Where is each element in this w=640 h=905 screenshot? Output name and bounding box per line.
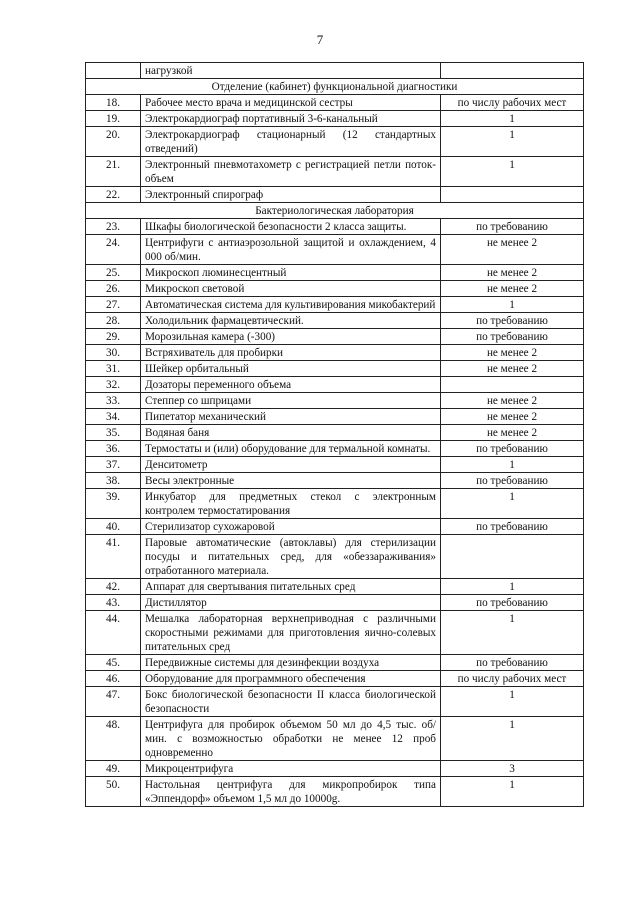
item-name: Оборудование для программного обеспечения	[141, 671, 441, 687]
table-row	[86, 63, 584, 79]
table-row	[86, 157, 584, 187]
item-quantity: по требованию	[441, 473, 584, 489]
item-name: Термостаты и (или) оборудование для термальной комнаты.	[141, 441, 441, 457]
item-quantity: по требованию	[441, 219, 584, 235]
item-quantity: по требованию	[441, 655, 584, 671]
item-number: 28.	[86, 313, 141, 329]
table-row	[86, 777, 584, 807]
table-row	[86, 535, 584, 579]
table-row	[86, 313, 584, 329]
table-row	[86, 425, 584, 441]
item-quantity: по требованию	[441, 441, 584, 457]
item-quantity: 1	[441, 579, 584, 595]
table-row	[86, 281, 584, 297]
table-row	[86, 579, 584, 595]
table-row	[86, 457, 584, 473]
table-row	[86, 761, 584, 777]
table-row	[86, 441, 584, 457]
item-name: Электронный пневмотахометр с регистрацией петли поток-объем	[141, 157, 441, 187]
item-quantity: не менее 2	[441, 345, 584, 361]
item-number: 24.	[86, 235, 141, 265]
item-number: 27.	[86, 297, 141, 313]
item-name: Аппарат для свертывания питательных сред	[141, 579, 441, 595]
page-number: 7	[316, 32, 324, 47]
item-quantity: 3	[441, 761, 584, 777]
item-number: 33.	[86, 393, 141, 409]
item-quantity: 1	[441, 717, 584, 761]
table-row	[86, 489, 584, 519]
table-row	[86, 393, 584, 409]
item-quantity: по требованию	[441, 595, 584, 611]
item-quantity: 1	[441, 127, 584, 157]
item-number: 39.	[86, 489, 141, 519]
item-number: 44.	[86, 611, 141, 655]
item-quantity: 1	[441, 611, 584, 655]
table-row	[86, 473, 584, 489]
table-row	[86, 361, 584, 377]
item-number: 19.	[86, 111, 141, 127]
table-row	[86, 377, 584, 393]
item-number: 31.	[86, 361, 141, 377]
item-name: Шейкер орбитальный	[141, 361, 441, 377]
item-name: Рабочее место врача и медицинской сестры	[141, 95, 441, 111]
item-number: 25.	[86, 265, 141, 281]
item-number: 46.	[86, 671, 141, 687]
equipment-table	[85, 62, 584, 807]
item-number: 37.	[86, 457, 141, 473]
table-row	[86, 329, 584, 345]
item-quantity	[441, 187, 584, 203]
item-quantity: по требованию	[441, 313, 584, 329]
item-number: 29.	[86, 329, 141, 345]
item-quantity: 1	[441, 297, 584, 313]
item-quantity: 1	[441, 157, 584, 187]
item-name: Микроскоп люминесцентный	[141, 265, 441, 281]
item-number: 45.	[86, 655, 141, 671]
item-name: Встряхиватель для пробирки	[141, 345, 441, 361]
item-quantity: не менее 2	[441, 361, 584, 377]
item-quantity: 1	[441, 777, 584, 807]
item-quantity	[441, 535, 584, 579]
table-row	[86, 595, 584, 611]
item-name: нагрузкой	[141, 63, 441, 79]
item-quantity: не менее 2	[441, 265, 584, 281]
item-name: Микроцентрифуга	[141, 761, 441, 777]
item-number: 47.	[86, 687, 141, 717]
table-row	[86, 717, 584, 761]
table-row	[86, 111, 584, 127]
table-row	[86, 671, 584, 687]
item-quantity: по числу рабочих мест	[441, 95, 584, 111]
item-name: Автоматическая система для культивирования микобактерий	[141, 297, 441, 313]
item-name: Стерилизатор сухожаровой	[141, 519, 441, 535]
table-row	[86, 519, 584, 535]
item-number: 41.	[86, 535, 141, 579]
item-quantity: 1	[441, 687, 584, 717]
table-row	[86, 655, 584, 671]
item-number: 32.	[86, 377, 141, 393]
item-number: 43.	[86, 595, 141, 611]
item-name: Морозильная камера (-300)	[141, 329, 441, 345]
item-name: Электрокардиограф портативный 3-6-канальный	[141, 111, 441, 127]
item-name: Инкубатор для предметных стекол с электронным контролем термостатирования	[141, 489, 441, 519]
item-quantity: по требованию	[441, 329, 584, 345]
item-number: 50.	[86, 777, 141, 807]
item-number: 26.	[86, 281, 141, 297]
item-number: 34.	[86, 409, 141, 425]
item-name: Денситометр	[141, 457, 441, 473]
item-number: 42.	[86, 579, 141, 595]
item-quantity	[441, 63, 584, 79]
section-header-row	[86, 79, 584, 95]
item-name: Микроскоп световой	[141, 281, 441, 297]
section-title: Отделение (кабинет) функциональной диагностики	[86, 79, 584, 95]
item-number: 49.	[86, 761, 141, 777]
item-number: 38.	[86, 473, 141, 489]
item-name: Пипетатор механический	[141, 409, 441, 425]
item-name: Холодильник фармацевтический.	[141, 313, 441, 329]
item-name: Центрифуга для пробирок объемом 50 мл до 4,5 тыс. об/мин. с возможностью обработки не менее 12 проб одновременно	[141, 717, 441, 761]
table-row	[86, 95, 584, 111]
item-name: Центрифуги с антиаэрозольной защитой и охлаждением, 4 000 об/мин.	[141, 235, 441, 265]
item-quantity: не менее 2	[441, 409, 584, 425]
item-number: 35.	[86, 425, 141, 441]
item-name: Паровые автоматические (автоклавы) для стерилизации посуды и питательных сред, для «обеззараживания» отработанного материала.	[141, 535, 441, 579]
table-row	[86, 187, 584, 203]
table-row	[86, 235, 584, 265]
item-number: 48.	[86, 717, 141, 761]
item-name: Степпер со шприцами	[141, 393, 441, 409]
item-name: Настольная центрифуга для микропробирок типа «Эппендорф» объемом 1,5 мл до 10000g.	[141, 777, 441, 807]
item-name: Электронный спирограф	[141, 187, 441, 203]
item-name: Водяная баня	[141, 425, 441, 441]
item-name: Мешалка лабораторная верхнеприводная с различными скоростными режимами для приготовления яично-солевых питательных сред	[141, 611, 441, 655]
item-name: Шкафы биологической безопасности 2 класса защиты.	[141, 219, 441, 235]
item-name: Передвижные системы для дезинфекции воздуха	[141, 655, 441, 671]
item-quantity: не менее 2	[441, 281, 584, 297]
item-quantity: 1	[441, 489, 584, 519]
table-row	[86, 687, 584, 717]
item-name: Дистиллятор	[141, 595, 441, 611]
item-number: 22.	[86, 187, 141, 203]
item-name: Дозаторы переменного объема	[141, 377, 441, 393]
table-row	[86, 127, 584, 157]
item-number: 21.	[86, 157, 141, 187]
item-number: 18.	[86, 95, 141, 111]
item-quantity: по числу рабочих мест	[441, 671, 584, 687]
item-name: Весы электронные	[141, 473, 441, 489]
item-number: 30.	[86, 345, 141, 361]
item-quantity: не менее 2	[441, 425, 584, 441]
item-number: 23.	[86, 219, 141, 235]
item-number: 20.	[86, 127, 141, 157]
table-row	[86, 219, 584, 235]
table-row	[86, 611, 584, 655]
table-row	[86, 345, 584, 361]
item-quantity: не менее 2	[441, 235, 584, 265]
item-quantity: 1	[441, 111, 584, 127]
item-number: 40.	[86, 519, 141, 535]
equipment-table-body	[86, 63, 584, 807]
section-title: Бактериологическая лаборатория	[86, 203, 584, 219]
item-number	[86, 63, 141, 79]
item-number: 36.	[86, 441, 141, 457]
section-header-row	[86, 203, 584, 219]
table-row	[86, 297, 584, 313]
item-quantity: по требованию	[441, 519, 584, 535]
item-quantity: 1	[441, 457, 584, 473]
table-row	[86, 409, 584, 425]
item-name: Бокс биологической безопасности II класса биологической безопасности	[141, 687, 441, 717]
table-row	[86, 265, 584, 281]
item-quantity: не менее 2	[441, 393, 584, 409]
item-name: Электрокардиограф стационарный (12 стандартных отведений)	[141, 127, 441, 157]
item-quantity	[441, 377, 584, 393]
